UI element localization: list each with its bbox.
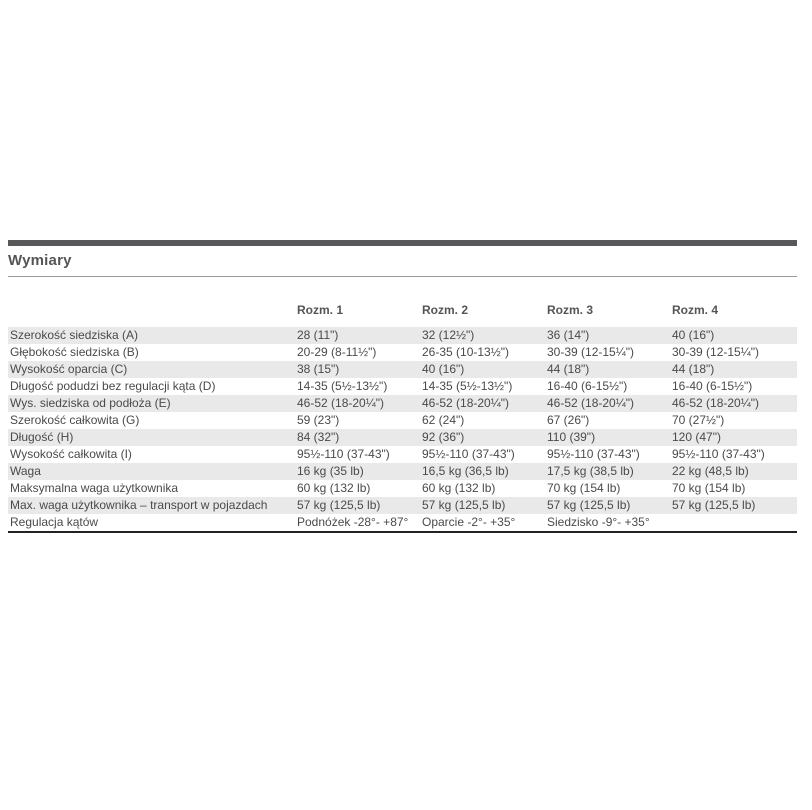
table-row xyxy=(8,327,797,344)
value-cell: 22 kg (48,5 lb) xyxy=(672,464,749,478)
value-cell: 67 (26") xyxy=(547,413,590,427)
value-cell: 60 kg (132 lb) xyxy=(422,481,496,495)
row-label: Szerokość siedziska (A) xyxy=(10,328,139,342)
value-cell: 92 (36") xyxy=(422,430,465,444)
value-cell: 95½-110 (37-43") xyxy=(672,447,765,461)
value-cell: 120 (47") xyxy=(672,430,721,444)
value-cell: 17,5 kg (38,5 lb) xyxy=(547,464,634,478)
value-cell: 46-52 (18-20¼") xyxy=(547,396,634,410)
value-cell: 20-29 (8-11½") xyxy=(297,345,377,359)
dimensions-table xyxy=(8,277,797,533)
value-cell: 59 (23") xyxy=(297,413,340,427)
value-cell: 46-52 (18-20¼") xyxy=(422,396,509,410)
value-cell: 110 (39") xyxy=(547,430,596,444)
value-cell: 57 kg (125,5 lb) xyxy=(297,498,381,512)
value-cell: 16-40 (6-15½") xyxy=(547,379,628,393)
column-header-rozm-4: Rozm. 4 xyxy=(672,303,719,317)
value-cell: 57 kg (125,5 lb) xyxy=(422,498,506,512)
value-cell: 60 kg (132 lb) xyxy=(297,481,371,495)
value-cell: 32 (12½") xyxy=(422,328,475,342)
row-label: Wysokość oparcia (C) xyxy=(10,362,128,376)
row-label: Regulacja kątów xyxy=(10,515,99,529)
table-row xyxy=(8,446,797,463)
value-cell: 70 kg (154 lb) xyxy=(672,481,746,495)
value-cell: Podnóżek -28°- +87° xyxy=(297,515,409,529)
row-label: Szerokość całkowita (G) xyxy=(10,413,140,427)
column-header-rozm-3: Rozm. 3 xyxy=(547,303,594,317)
table-row xyxy=(8,480,797,497)
value-cell: 30-39 (12-15¼") xyxy=(547,345,634,359)
value-cell: 40 (16") xyxy=(422,362,465,376)
column-header-rozm-1: Rozm. 1 xyxy=(297,303,344,317)
value-cell: 26-35 (10-13½") xyxy=(422,345,509,359)
wymiary-section xyxy=(8,240,797,533)
value-cell: 16-40 (6-15½") xyxy=(672,379,753,393)
value-cell: 46-52 (18-20¼") xyxy=(672,396,759,410)
value-cell: 44 (18") xyxy=(672,362,715,376)
value-cell: 40 (16") xyxy=(672,328,715,342)
table-row xyxy=(8,514,797,532)
table-row xyxy=(8,429,797,446)
value-cell: 84 (32") xyxy=(297,430,340,444)
value-cell: 14-35 (5½-13½") xyxy=(297,379,388,393)
row-label: Waga xyxy=(10,464,41,478)
value-cell: 38 (15") xyxy=(297,362,340,376)
value-cell: 95½-110 (37-43") xyxy=(297,447,390,461)
row-label: Wysokość całkowita (I) xyxy=(10,447,132,461)
value-cell: 16,5 kg (36,5 lb) xyxy=(422,464,509,478)
value-cell: 70 kg (154 lb) xyxy=(547,481,621,495)
value-cell: 44 (18") xyxy=(547,362,590,376)
column-header-rozm-2: Rozm. 2 xyxy=(422,303,469,317)
table-row xyxy=(8,361,797,378)
value-cell: 57 kg (125,5 lb) xyxy=(672,498,756,512)
table-row xyxy=(8,497,797,514)
table-row xyxy=(8,378,797,395)
row-label-header xyxy=(8,277,297,327)
table-row xyxy=(8,412,797,429)
row-label: Długość (H) xyxy=(10,430,74,444)
value-cell: 14-35 (5½-13½") xyxy=(422,379,513,393)
value-cell: 46-52 (18-20¼") xyxy=(297,396,384,410)
value-cell: 62 (24") xyxy=(422,413,465,427)
row-label: Długość podudzi bez regulacji kąta (D) xyxy=(10,379,216,393)
value-cell: 28 (11") xyxy=(297,328,339,342)
value-cell: 36 (14") xyxy=(547,328,590,342)
value-cell: 95½-110 (37-43") xyxy=(547,447,640,461)
row-label: Wys. siedziska od podłoża (E) xyxy=(10,396,171,410)
value-cell: Oparcie -2°- +35° xyxy=(422,515,516,529)
value-cell: 57 kg (125,5 lb) xyxy=(547,498,631,512)
table-row xyxy=(8,344,797,361)
table-row xyxy=(8,463,797,480)
row-label: Maksymalna waga użytkownika xyxy=(10,481,179,495)
row-label: Głębokość siedziska (B) xyxy=(10,345,139,359)
value-cell: 30-39 (12-15¼") xyxy=(672,345,759,359)
value-cell xyxy=(672,514,797,532)
value-cell: Siedzisko -9°- +35° xyxy=(547,515,650,529)
value-cell: 16 kg (35 lb) xyxy=(297,464,364,478)
value-cell: 95½-110 (37-43") xyxy=(422,447,515,461)
row-label: Max. waga użytkownika – transport w pojazdach xyxy=(10,498,268,512)
value-cell: 70 (27½") xyxy=(672,413,725,427)
section-title: Wymiary xyxy=(8,246,797,277)
table-header-row xyxy=(8,277,797,327)
table-row xyxy=(8,395,797,412)
